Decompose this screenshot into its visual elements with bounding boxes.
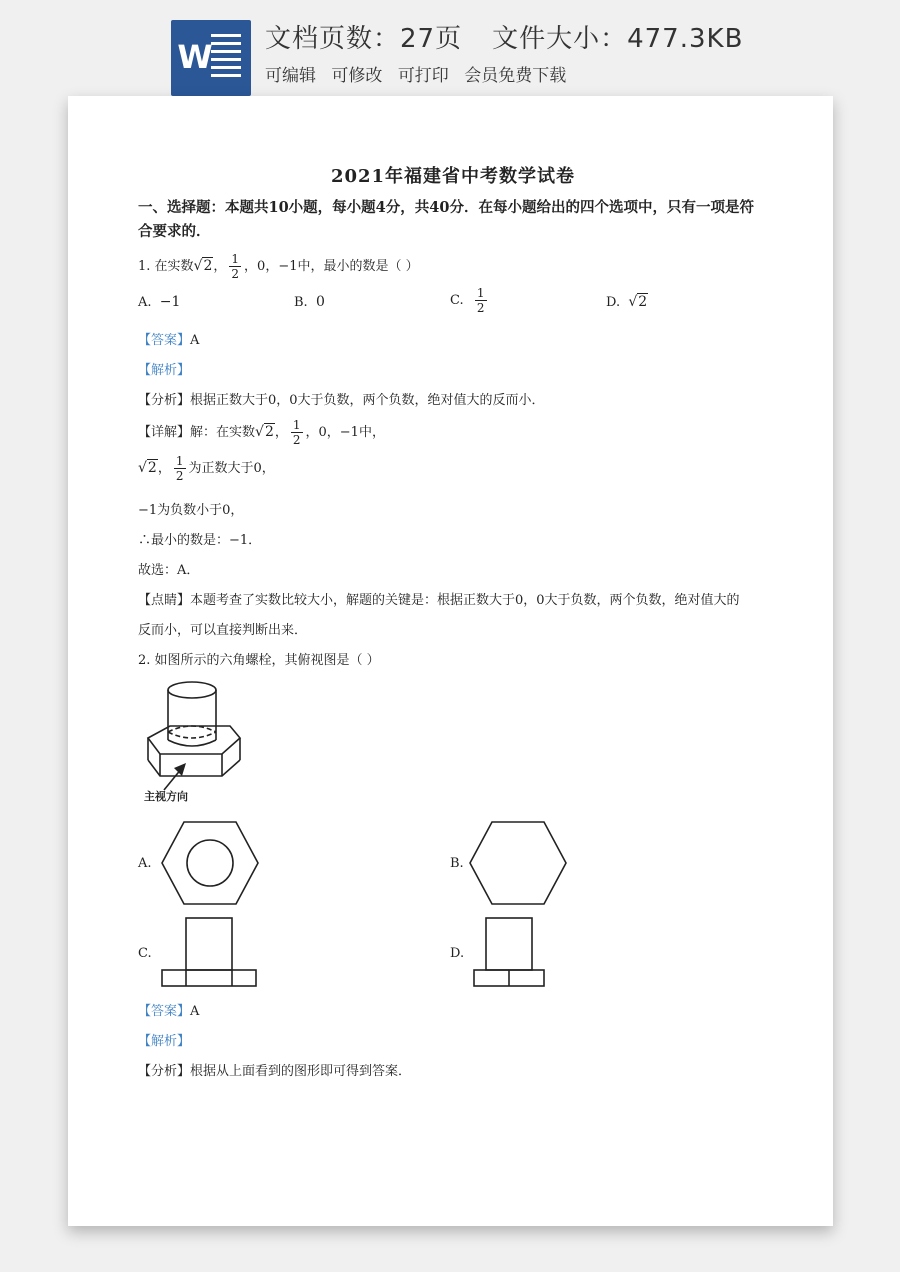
- dianjing-1: 【点睛】本题考查了实数比较大小，解题的关键是：根据正数大于0，0大于负数，两个负数，绝对值大的: [138, 593, 740, 608]
- feature-printable: 可打印: [397, 66, 449, 86]
- section-heading: 一、选择题：本题共10小题，每小题4分，共40分．在每小题给出的四个选项中，只有一项是符合要求的．: [138, 199, 754, 240]
- feature-modifiable: 可修改: [331, 66, 383, 86]
- figure-caption: 主视方向: [144, 790, 188, 803]
- question-2: 2. 如图所示的六角螺栓，其俯视图是（ ）: [138, 653, 380, 668]
- page-count: 文档页数：27页: [265, 24, 463, 54]
- option-label-b: B.: [450, 856, 464, 871]
- option-c-front-view: [160, 916, 260, 988]
- sqrt-expression: √2: [193, 258, 213, 274]
- analysis-tag-2: 【解析】: [138, 1034, 191, 1049]
- page-title: 2021年福建省中考数学试卷: [330, 166, 576, 187]
- solution-line-2: √2， $\frac{1}{2}$ 为正数大于0，: [138, 454, 275, 483]
- solution-line-4: ∴最小的数是：−1．: [138, 533, 262, 548]
- option-c: C. $\frac{1}{2}$: [450, 286, 485, 315]
- option-d-front-view: [472, 916, 548, 988]
- feature-list: [265, 61, 743, 86]
- fraction: $\frac{1}{2}$: [292, 418, 301, 447]
- option-b-hexagon: [468, 820, 568, 906]
- option-label-d: D.: [450, 946, 465, 961]
- sqrt-expression: √2: [628, 294, 648, 310]
- document-info: [265, 18, 743, 86]
- file-size: 文件大小：477.3KB: [492, 24, 744, 54]
- answer-1: 【答案】A: [138, 333, 200, 348]
- download-banner: [0, 0, 900, 96]
- feature-editable: 可编辑: [265, 66, 316, 86]
- option-label-a: A.: [138, 856, 152, 871]
- dianjing-1-cont: 反而小，可以直接判断出来．: [138, 623, 308, 638]
- question-1: 1. 在实数√2， $\frac{1}{2}$ ，0，−1中，最小的数是（ ）: [138, 252, 419, 281]
- fraction: $\frac{1}{2}$: [175, 454, 184, 483]
- solution-line-5: 故选：A．: [138, 563, 200, 578]
- option-label-c: C.: [138, 946, 152, 961]
- solution-line-3: −1为负数小于0，: [138, 503, 244, 518]
- hex-bolt-figure: [138, 680, 258, 805]
- fenxi-2: 【分析】根据从上面看到的图形即可得到答案．: [138, 1064, 412, 1079]
- sqrt-expression: √2: [138, 460, 157, 476]
- xiangjie-1: 【详解】解：在实数√2， $\frac{1}{2}$ ，0，−1中，: [138, 418, 385, 447]
- analysis-tag-1: 【解析】: [138, 363, 191, 378]
- sqrt-expression: √2: [255, 424, 274, 440]
- option-a-hexagon-circle: [160, 820, 260, 906]
- fraction: $\frac{1}{2}$: [476, 286, 485, 315]
- option-a: A. −1: [138, 294, 181, 310]
- fenxi-1: 【分析】根据正数大于0，0大于负数，两个负数，绝对值大的反而小．: [138, 393, 545, 408]
- option-d: D. √2: [606, 294, 648, 310]
- word-document-icon: W: [171, 20, 251, 96]
- answer-2: 【答案】A: [138, 1004, 200, 1019]
- option-b: B. 0: [294, 294, 325, 310]
- document-page: [68, 96, 833, 1226]
- feature-free-download: 会员免费下载: [464, 66, 567, 86]
- fraction: $\frac{1}{2}$: [231, 252, 240, 281]
